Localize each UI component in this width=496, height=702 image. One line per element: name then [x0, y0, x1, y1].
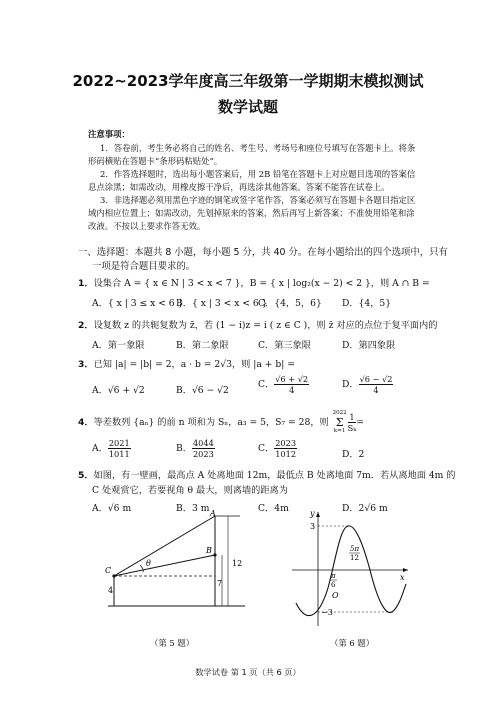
notice-line-4: 息点涂黑；如需改动，用橡皮擦干净后，再选涂其他答案。答案不能答在试卷上。: [88, 182, 390, 192]
figure-6-sine-graph: [290, 508, 410, 628]
summation: [333, 410, 347, 435]
denominator: 4: [373, 385, 379, 395]
question-number: 1．: [78, 278, 94, 289]
denominator: 1011: [108, 449, 130, 459]
denominator: 2023: [192, 449, 214, 459]
label-theta: θ: [146, 559, 151, 568]
notice-heading: 注意事项：: [88, 129, 130, 139]
question-2: [78, 317, 437, 331]
label-12: 12: [232, 559, 243, 568]
q1-option-c[interactable]: C．{4，5，6}: [258, 298, 322, 309]
notice-line-2: 形码横贴在答题卡“条形码粘贴处”。: [88, 156, 223, 166]
q3-option-d[interactable]: [342, 374, 393, 395]
q2-option-d[interactable]: D．第四象限: [342, 340, 396, 351]
label-c: C: [105, 566, 112, 575]
sight-line-b: [114, 555, 215, 576]
q4-option-c[interactable]: [258, 438, 297, 459]
option-label: A．: [92, 443, 108, 454]
question-number: 3．: [78, 359, 94, 370]
option-label: B．: [176, 443, 192, 454]
fraction: [274, 438, 297, 459]
option-label: C．: [258, 443, 275, 454]
label-7: 7: [217, 579, 223, 588]
numerator: 4044: [192, 438, 214, 448]
denominator: 1012: [275, 449, 297, 459]
sight-line-a: [114, 516, 215, 576]
q4-option-a[interactable]: [92, 438, 131, 459]
q1-option-b[interactable]: B．{ x | 3 < x < 6 }: [176, 298, 268, 309]
question-3: [78, 356, 295, 370]
section-heading-line-1: 一、选择题：本题共 8 小题，每小题 5 分，共 40 分。在每小题给出的四个选项中，只有: [78, 247, 448, 258]
numerator: 2023: [275, 438, 297, 448]
option-label: C．: [258, 379, 275, 390]
x-axis-arrow: [403, 568, 408, 572]
label-a: A: [210, 510, 216, 518]
sine-curve: [296, 526, 406, 616]
q4-option-d[interactable]: D．2: [342, 449, 365, 460]
q5-option-d[interactable]: D．2√6 m: [342, 503, 388, 514]
q4-option-b[interactable]: [176, 438, 215, 459]
numerator: 2021: [108, 438, 130, 448]
notice-line-5: 3．非选择题必须用黑色字迹的钢笔或签字笔作答，答案必须写在答题卡各题目指定区: [100, 195, 416, 205]
question-number: 2．: [78, 320, 94, 331]
numerator: 1: [349, 412, 355, 422]
label-pi-den: 6: [331, 581, 336, 589]
label-b: B: [206, 546, 212, 555]
figure-6-caption: （第 6 题）: [330, 638, 375, 648]
question-text: 已知 |a| = |b| = 2，a · b = 2√3，则 |a + b| =: [93, 359, 295, 370]
question-text: 设集合 A = { x ∈ N | 3 < x < 7 }，B = { x | log₂(x − 2) < 2 }，则 A ∩ B =: [93, 278, 430, 289]
fraction: [108, 438, 131, 459]
label-4: 4: [108, 586, 114, 595]
option-label: D．: [342, 379, 359, 390]
fraction: [359, 374, 394, 395]
q2-option-b[interactable]: B．第二象限: [176, 340, 229, 351]
notice-line-3: 2．作答选择题时，选出每小题答案后，用 2B 铅笔在答题卡上对应题目选项的答案信: [100, 169, 416, 179]
numerator: √6 + √2: [275, 374, 309, 384]
question-text: 如图，有一壁画，最高点 A 处离地面 12m，最低点 B 处离地面 7m．若从离地面 4m 的: [93, 470, 456, 481]
label-pi-num: π: [331, 572, 336, 580]
label-5pi-den: 12: [350, 554, 359, 562]
q2-option-c[interactable]: C．第三象限: [258, 340, 311, 351]
fraction: [274, 374, 309, 395]
sum-sign: Σ: [335, 416, 344, 429]
question-number: 5．: [78, 470, 94, 481]
page-footer: 数学试卷 第 1 页（共 6 页）: [195, 667, 301, 677]
q5-option-a[interactable]: A．√6 m: [92, 503, 132, 514]
exam-title: 2022~2023学年度高三年级第一学期期末模拟测试: [72, 72, 424, 90]
label-y: y: [310, 509, 315, 518]
sum-upper: 2022: [332, 410, 347, 416]
question-4: [78, 410, 364, 435]
question-5: [78, 467, 456, 481]
q3-option-b[interactable]: B．√6 − √2: [176, 385, 229, 396]
q2-option-a[interactable]: A．第一象限: [92, 340, 145, 351]
numerator: √6 − √2: [359, 374, 393, 384]
q1-option-a[interactable]: A．{ x | 3 ≤ x < 6 }: [92, 298, 184, 309]
fraction: [348, 412, 357, 433]
label-origin: O: [332, 591, 339, 600]
notice-line-7: 改液。不按以上要求作答无效。: [88, 221, 206, 231]
question-1: [78, 275, 430, 289]
q3-option-c[interactable]: [258, 374, 309, 395]
label-neg3: −3: [321, 608, 333, 617]
label-5pi-num: 5π: [350, 545, 360, 553]
label-x: x: [400, 573, 405, 582]
point-b: [213, 553, 216, 556]
sum-lower: k=1: [333, 428, 346, 434]
exam-subtitle: 数学试题: [217, 98, 278, 116]
denominator: 4: [289, 385, 295, 395]
section-heading-line-2: 一项是符合题目要求的。: [92, 261, 196, 272]
figure-5-caption: （第 5 题）: [150, 638, 195, 648]
denominator: Sₖ: [347, 423, 357, 433]
fraction: [192, 438, 215, 459]
figure-5-wall-diagram: [100, 510, 260, 622]
q5-option-b[interactable]: B．3 m: [176, 503, 210, 514]
question-text: 等差数列 {aₙ} 的前 n 项和为 Sₙ，a₃ = 5，S₇ = 28，则: [93, 417, 329, 428]
q5-option-c[interactable]: C．4m: [258, 503, 289, 514]
label-3: 3: [310, 522, 316, 531]
notice-line-6: 域内相应位置上；如需改动，先划掉原来的答案，然后再写上新答案；不准使用铅笔和涂: [88, 208, 415, 218]
notice-line-1: 1．答卷前，考生务必将自己的姓名、考生号、考场号和座位号填写在答题卡上。将条: [100, 143, 416, 153]
equals: =: [356, 417, 364, 428]
q3-option-a[interactable]: A．√6 + √2: [92, 385, 145, 396]
y-axis-arrow: [316, 512, 320, 517]
q1-option-d[interactable]: D．{4，5}: [342, 298, 392, 309]
question-text: 设复数 z 的共轭复数为 z̄，若 (1 − i)z = i ( z ∈ C )，则 z̄ 对应的点位于复平面内的: [93, 320, 438, 331]
point-c: [112, 574, 115, 577]
question-5-line-2: C 处观赏它，若要视角 θ 最大，则离墙的距离为: [92, 485, 288, 496]
question-number: 4．: [78, 417, 94, 428]
